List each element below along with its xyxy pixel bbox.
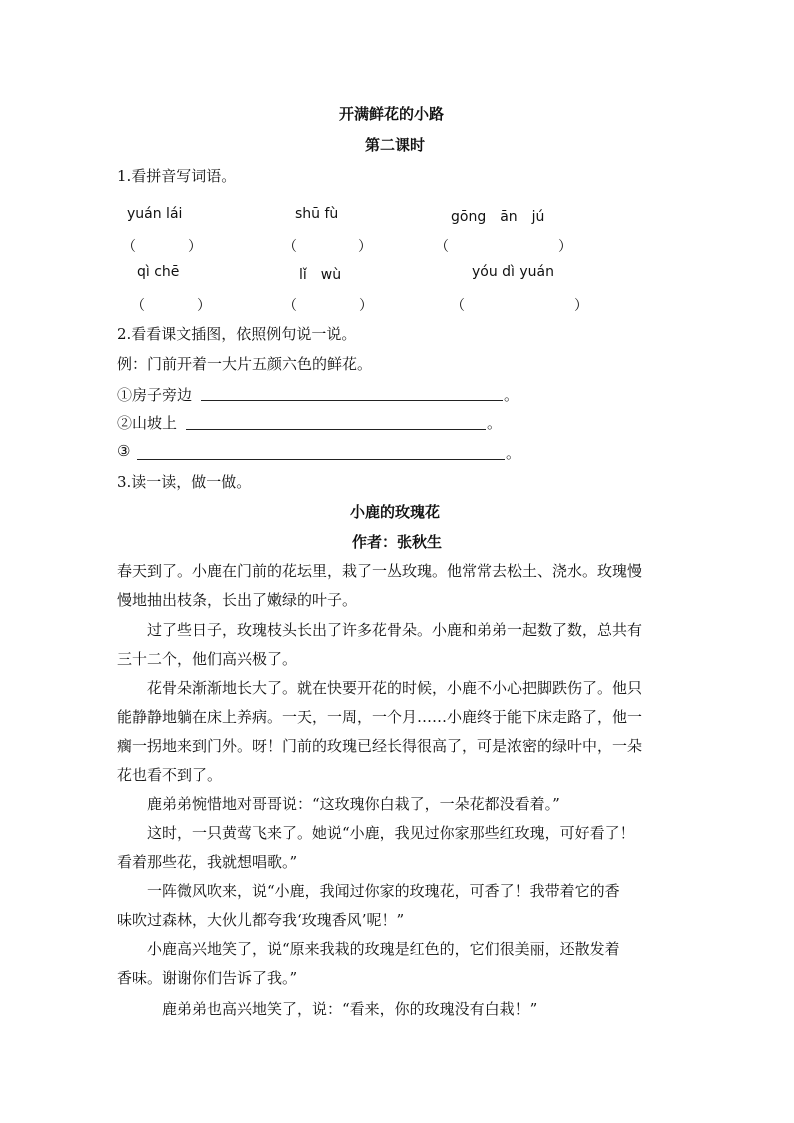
- q1-label: 1.看拼音写词语。: [117, 167, 237, 185]
- answer-box-6-close: ）: [574, 298, 588, 314]
- story-line: 味吹过森林，大伙儿都夸我‘玫瑰香风’呢！”: [117, 911, 405, 929]
- story-line: 春天到了。小鹿在门前的花坛里，栽了一丛玫瑰。他常常去松土、浇水。玫瑰慢: [117, 562, 643, 580]
- answer-box-2-open: （: [283, 239, 297, 255]
- story-line: 瘸一拐地来到门外。呀！门前的玫瑰已经长得很高了，可是浓密的绿叶中，一朵: [117, 737, 643, 755]
- q2-item-2-prefix: ②山坡上: [117, 414, 178, 432]
- story-line: 鹿弟弟也高兴地笑了，说：“看来，你的玫瑰没有白栽！”: [117, 1000, 538, 1018]
- q2-item-1-end: 。: [504, 386, 520, 404]
- story-paragraph-5: [117, 819, 677, 877]
- q2-item-3-prefix: ③: [117, 442, 131, 460]
- q2-item-1-prefix: ①房子旁边: [117, 386, 193, 404]
- answer-box-6-open: （: [451, 298, 465, 314]
- answer-box-2-close: ）: [358, 239, 372, 255]
- story-line: 慢地抽出枝条，长出了嫩绿的叶子。: [117, 591, 358, 609]
- story-paragraph-4: [117, 790, 677, 819]
- q2-example: 例：门前开着一大片五颜六色的鲜花。: [117, 355, 373, 373]
- story-paragraph-8: [117, 995, 677, 1024]
- story-line: 香味。谢谢你们告诉了我。”: [117, 969, 298, 987]
- story-line: 小鹿高兴地笑了，说“原来我栽的玫瑰是红色的，它们很美丽，还散发着: [117, 940, 620, 958]
- pinyin-4: qì chē: [137, 264, 180, 280]
- pinyin-3: gōng ān jú: [451, 209, 545, 225]
- q2-label: 2.看看课文插图，依照例句说一说。: [117, 325, 357, 343]
- story-line: 鹿弟弟惋惜地对哥哥说：“这玫瑰你白栽了，一朵花都没看着。”: [117, 795, 560, 813]
- answer-box-5-open: （: [283, 298, 297, 314]
- story-paragraph-7: [117, 935, 677, 993]
- answer-box-3-close: ）: [558, 239, 572, 255]
- q2-item-2-blank[interactable]: [186, 429, 486, 430]
- story-line: 花骨朵渐渐地长大了。就在快要开花的时候，小鹿不小心把脚跌伤了。他只: [117, 679, 643, 697]
- pinyin-5: lǐ wù: [299, 267, 342, 283]
- pinyin-1: yuán lái: [127, 206, 183, 222]
- answer-box-1-close: ）: [188, 239, 202, 255]
- page-title: 开满鲜花的小路: [339, 105, 445, 123]
- answer-box-3-open: （: [435, 239, 449, 255]
- story-line: 三十二个，他们高兴极了。: [117, 650, 298, 668]
- q2-item-3-blank[interactable]: [137, 459, 505, 460]
- story-line: 过了些日子，玫瑰枝头长出了许多花骨朵。小鹿和弟弟一起数了数，总共有: [117, 621, 643, 639]
- story-paragraph-2: [117, 616, 677, 674]
- story-line: 能静静地躺在床上养病。一天，一周，一个月……小鹿终于能下床走路了，他一: [117, 708, 643, 726]
- q2-item-1-blank[interactable]: [201, 400, 503, 401]
- answer-box-4-open: （: [131, 298, 145, 314]
- answer-box-1-open: （: [122, 239, 136, 255]
- story-line: 这时，一只黄莺飞来了。她说“小鹿，我见过你家那些红玫瑰，可好看了！: [117, 824, 635, 842]
- pinyin-6: yóu dì yuán: [472, 264, 555, 280]
- story-paragraph-1: [117, 557, 677, 615]
- story-line: 花也看不到了。: [117, 766, 223, 784]
- q3-label: 3.读一读，做一做。: [117, 473, 252, 491]
- story-paragraph-3: [117, 674, 677, 790]
- q2-item-2-end: 。: [487, 414, 503, 432]
- story-line: 看着那些花，我就想唱歌。”: [117, 853, 298, 871]
- answer-box-5-close: ）: [359, 298, 373, 314]
- story-author: 作者：张秋生: [352, 533, 443, 551]
- q2-item-3-end: 。: [506, 444, 522, 462]
- story-title: 小鹿的玫瑰花: [350, 503, 441, 521]
- page-subtitle: 第二课时: [365, 136, 426, 154]
- story-paragraph-6: [117, 877, 677, 935]
- pinyin-2: shū fù: [295, 206, 339, 222]
- story-line: 一阵微风吹来，说“小鹿，我闻过你家的玫瑰花，可香了！我带着它的香: [117, 882, 620, 900]
- answer-box-4-close: ）: [197, 298, 211, 314]
